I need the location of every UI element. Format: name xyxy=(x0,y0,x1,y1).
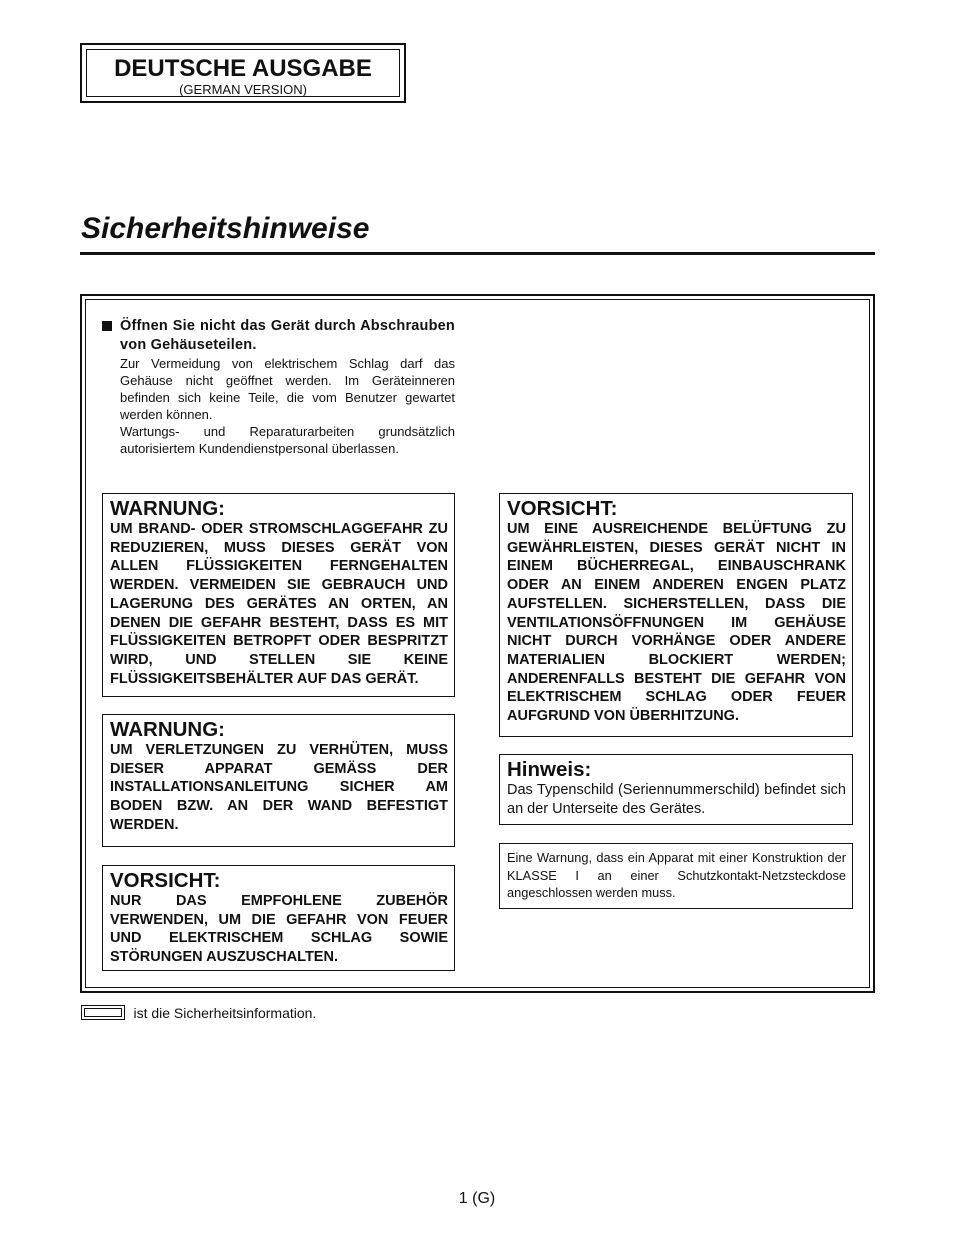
note-text: Das Typenschild (Seriennummerschild) befindet sich an der Unterseite des Gerätes. xyxy=(507,782,846,817)
warning-box-liquids xyxy=(102,493,455,697)
page-number: 1 (G) xyxy=(458,1190,496,1207)
legend xyxy=(81,1004,316,1022)
caution-text: UM EINE AUSREICHENDE BELÜFTUNG ZU GEWÄHRLEISTEN, DIESES GERÄT NICHT IN EINEM BÜCHERREGAL, EINBAUSCHRANK ODER AN EINEM ANDEREN ENGEN PLATZ AUFSTELLEN. SICHERSTELLEN, DASS DIE VENTILATIONSÖFFNUNGEN IM GEHÄUSE NICHT DURCH VORHÄNGE ODER ANDERE MATERIALIEN BLOCKIERT WERDEN; ANDERENFALLS BESTEHT DIE GEFAHR VON ELEKTRISCHEM SCHLAG ODER FEUER AUFGRUND VON ÜBERHITZUNG. xyxy=(507,521,846,725)
caution-text: NUR DAS EMPFOHLENE ZUBEHÖR VERWENDEN, UM DIE GEFAHR VON FEUER UND ELEKTRISCHEM SCHLAG SOWIE STÖRUNGEN AUSZUSCHALTEN. xyxy=(110,893,448,966)
edition-title: DEUTSCHE AUSGABE xyxy=(114,55,372,82)
warning-heading: WARNUNG: xyxy=(110,718,226,741)
intro-paragraph-1: Zur Vermeidung von elektrischem Schlag darf das Gehäuse nicht geöffnet werden. Im Geräteinneren befinden sich keine Teile, die vom Benutzer gewartet werden können. xyxy=(120,356,455,422)
warning-heading: WARNUNG: xyxy=(110,497,226,520)
edition-subtitle: (GERMAN VERSION) xyxy=(179,82,307,97)
class-notice-text: Eine Warnung, dass ein Apparat mit einer Konstruktion der KLASSE I an einer Schutzkontakt-Netzsteckdose angeschlossen werden muss. xyxy=(507,850,846,900)
note-box xyxy=(499,754,853,825)
square-bullet-icon xyxy=(102,321,112,331)
class-notice-box xyxy=(499,843,853,909)
title-rule xyxy=(80,252,875,255)
warning-text: UM VERLETZUNGEN ZU VERHÜTEN, MUSS DIESER APPARAT GEMÄSS DER INSTALLATIONSANLEITUNG SICHER AM BODEN BZW. AN DER WAND BEFESTIGT WERDEN. xyxy=(110,742,448,833)
legend-text: ist die Sicherheitsinformation. xyxy=(133,1004,317,1021)
note-heading: Hinweis: xyxy=(507,758,592,781)
page-title: Sicherheitshinweise xyxy=(81,212,370,245)
edition-box xyxy=(80,43,406,103)
warning-text: UM BRAND- ODER STROMSCHLAGGEFAHR ZU REDUZIEREN, MUSS DIESES GERÄT VON ALLEN FLÜSSIGKEITEN FERNGEHALTEN WERDEN. VERMEIDEN SIE GEBRAUCH UND LAGERUNG DES GERÄTES AN ORTEN, AN DENEN DIE GEFAHR BESTEHT, DASS ES MIT FLÜSSIGKEITEN BETROPFT ODER BESPRITZT WIRD, UND STELLEN SIE KEINE FLÜSSIGKEITSBEHÄLTER AUF DAS GERÄT. xyxy=(110,521,448,687)
caution-box-ventilation xyxy=(499,493,853,737)
caution-heading: VORSICHT: xyxy=(110,869,221,892)
intro-heading: Öffnen Sie nicht das Gerät durch Abschrauben von Gehäuseteilen. xyxy=(120,318,455,353)
safety-frame-symbol-icon xyxy=(81,1005,125,1020)
caution-box-accessories xyxy=(102,865,455,971)
intro-paragraph-2: Wartungs- und Reparaturarbeiten grundsätzlich autorisiertem Kundendienstpersonal überlassen. xyxy=(120,424,455,456)
caution-heading: VORSICHT: xyxy=(507,497,618,520)
warning-box-installation xyxy=(102,714,455,847)
edition-box-inner xyxy=(86,49,400,97)
intro-section xyxy=(102,317,455,457)
